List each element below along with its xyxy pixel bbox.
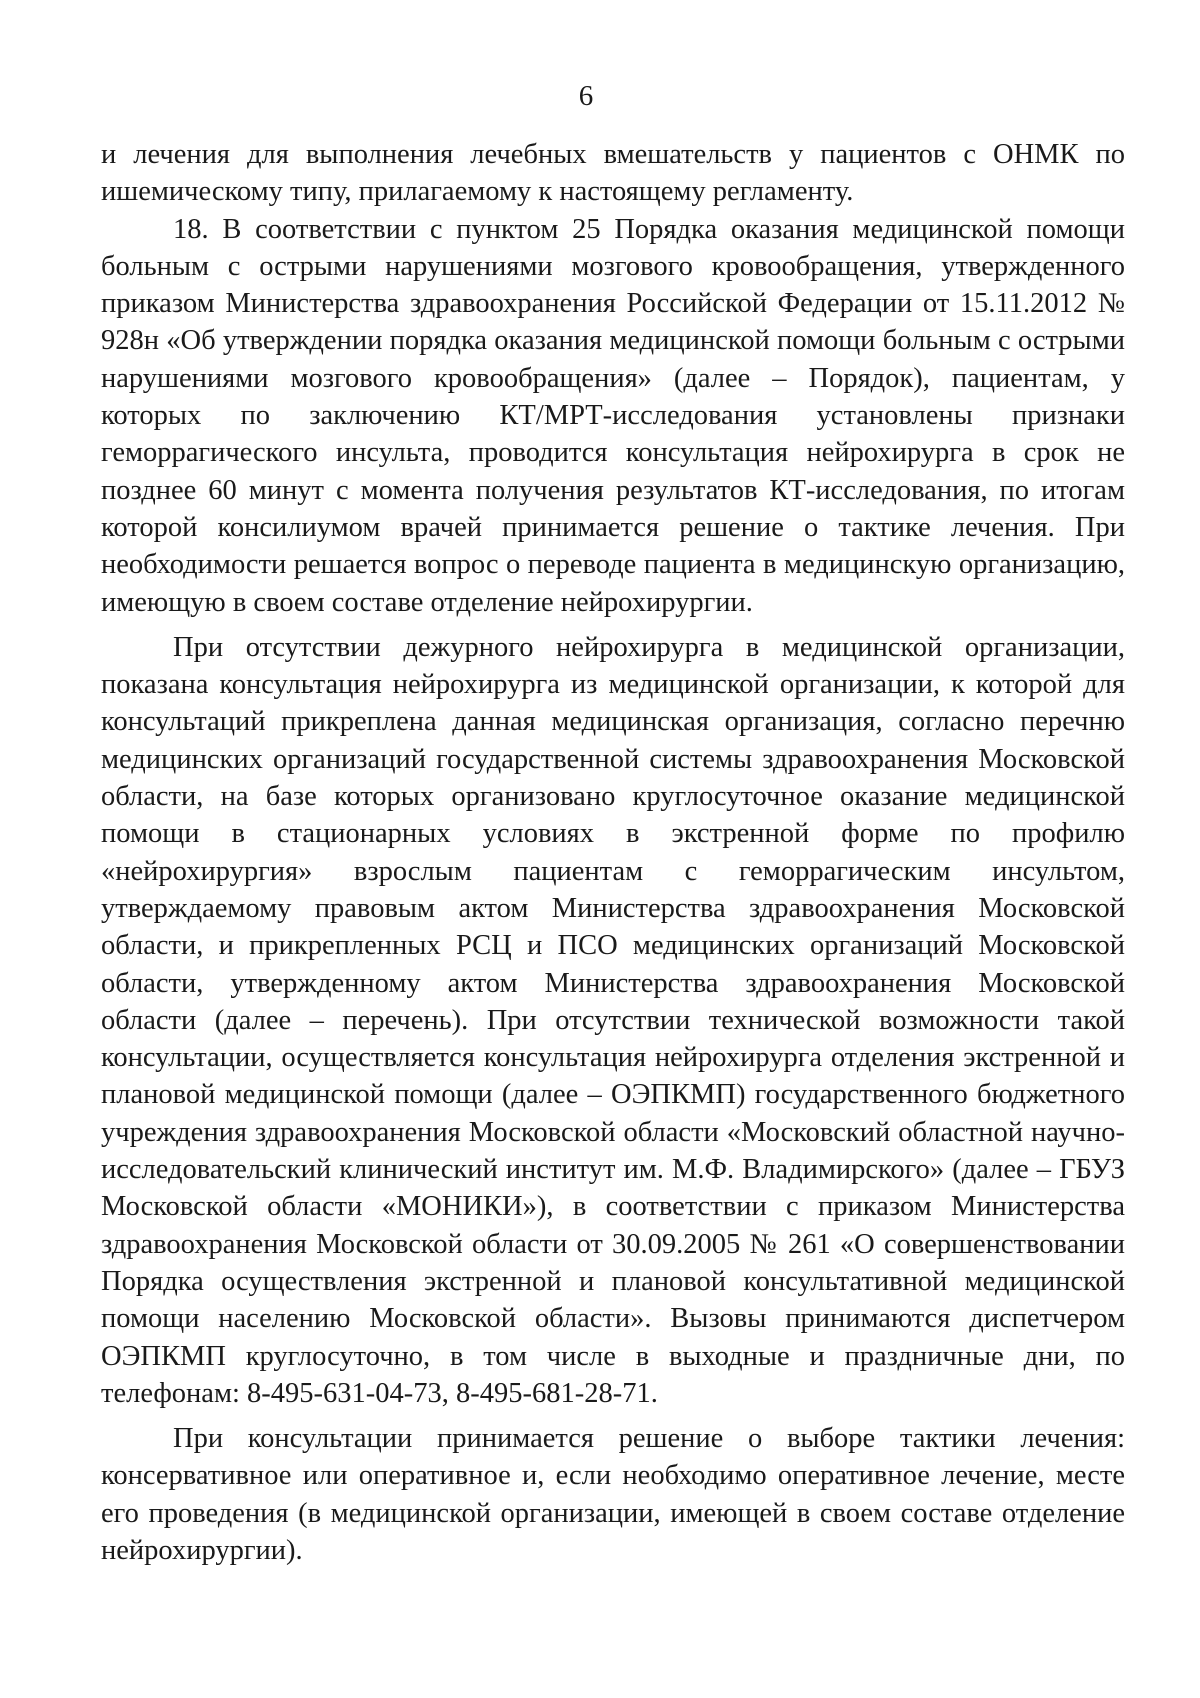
document-body bbox=[101, 136, 1125, 1569]
paragraph-consultation-decision: При консультации принимается решение о выборе тактики лечения: консервативное или оперативное и, если необходимо оперативное лечение, месте его проведения (в медицинской организации, имеющей в своем составе отделение нейрохирургии). bbox=[101, 1423, 1125, 1566]
paragraph-item-18: 18. В соответствии с пунктом 25 Порядка оказания медицинской помощи больным с острыми нарушениями мозгового кровообращения, утвержденного приказом Министерства здравоохранения Российской Федерации от 15.11.2012 № 928н «Об утверждении порядка оказания медицинской помощи больным с острыми нарушениями мозгового кровообращения» (далее – Порядок), пациентам, у которых по заключению КТ/МРТ-исследования установлены признаки геморрагического инсульта, проводится консультация нейрохирурга в срок не позднее 60 минут с момента получения результатов КТ-исследования, по итогам которой консилиумом врачей принимается решение о тактике лечения. При необходимости решается вопрос о переводе пациента в медицинскую организацию, имеющую в своем составе отделение нейрохирургии. bbox=[101, 213, 1125, 618]
page-number: 6 bbox=[578, 80, 594, 112]
paragraph-absent-neurosurgeon: При отсутствии дежурного нейрохирурга в медицинской организации, показана консультация нейрохирурга из медицинской организации, к которой для консультаций прикреплена данная медицинская организация, согласно перечню медицинских организаций государственной системы здравоохранения Московской области, на базе которых организовано круглосуточное оказание медицинской помощи в стационарных условиях в экстренной форме по профилю «нейрохирургия» взрослым пациентам с геморрагическим инсультом, утверждаемому правовым актом Министерства здравоохранения Московской области, и прикрепленных РСЦ и ПСО медицинских организаций Московской области, утвержденному актом Министерства здравоохранения Московской области (далее – перечень). При отсутствии технической возможности такой консультации, осуществляется консультация нейрохирурга отделения экстренной и плановой медицинской помощи (далее – ОЭПКМП) государственного бюджетного учреждения здравоохранения Московской области «Московский областной научно-исследовательский клинический институт им. М.Ф. Владимирского» (далее – ГБУЗ Московской области «МОНИКИ»), в соответствии с приказом Министерства здравоохранения Московской области от 30.09.2005 № 261 «О совершенствовании Порядка осуществления экстренной и плановой консультативной медицинской помощи населению Московской области». Вызовы принимаются диспетчером ОЭПКМП круглосуточно, в том числе в выходные и праздничные дни, по телефонам: 8-495-631-04-73, 8-495-681-28-71. bbox=[101, 631, 1125, 1409]
paragraph-continuation: и лечения для выполнения лечебных вмешательств у пациентов с ОНМК по ишемическому типу, прилагаемому к настоящему регламенту. bbox=[101, 139, 1125, 208]
